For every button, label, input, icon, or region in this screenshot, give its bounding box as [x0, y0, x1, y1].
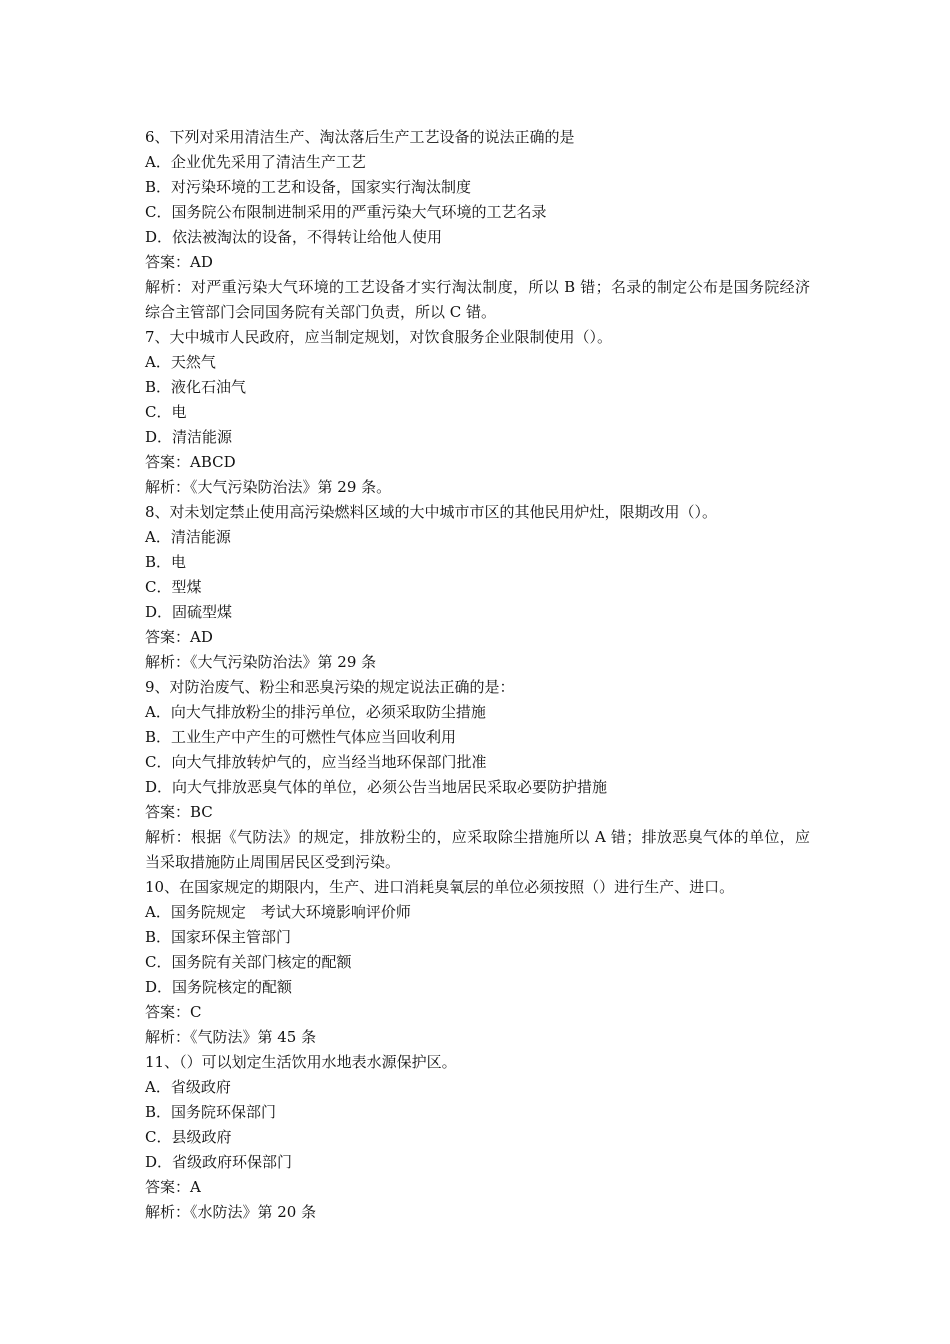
answer-line: 答案：C [145, 1003, 202, 1021]
option-c: C．国务院公布限制进制采用的严重污染大气环境的工艺名录 [145, 203, 547, 221]
document-body [145, 125, 810, 1225]
question-block-6 [145, 125, 810, 325]
analysis-text: 解析：根据《气防法》的规定，排放粉尘的，应采取除尘措施所以 A 错；排放恶臭气体的单位，应当采取措施防止周围居民区受到污染。 [145, 828, 810, 871]
option-b: B．对污染环境的工艺和设备，国家实行淘汰制度 [145, 178, 472, 196]
option-d: D．向大气排放恶臭气体的单位，必须公告当地居民采取必要防护措施 [145, 778, 608, 796]
option-b: B．国家环保主管部门 [145, 928, 292, 946]
option-c: C．县级政府 [145, 1128, 232, 1146]
option-a: A．企业优先采用了清洁生产工艺 [145, 153, 366, 171]
answer-line: 答案：A [145, 1178, 201, 1196]
option-d: D．省级政府环保部门 [145, 1153, 293, 1171]
option-a: A．清洁能源 [145, 528, 231, 546]
option-a: A．向大气排放粉尘的排污单位，必须采取防尘措施 [145, 703, 486, 721]
option-b: B．国务院环保部门 [145, 1103, 277, 1121]
option-d: D．清洁能源 [145, 428, 233, 446]
question-stem: 6、下列对采用清洁生产、淘汰落后生产工艺设备的说法正确的是 [145, 128, 575, 146]
question-stem: 7、大中城市人民政府，应当制定规划，对饮食服务企业限制使用（）。 [145, 328, 613, 346]
answer-line: 答案：ABCD [145, 453, 236, 471]
question-block-7 [145, 325, 810, 500]
option-d: D．固硫型煤 [145, 603, 233, 621]
analysis-text: 解析：《大气污染防治法》第 29 条。 [145, 478, 392, 496]
question-block-11 [145, 1050, 810, 1225]
question-stem: 8、对未划定禁止使用高污染燃料区域的大中城市市区的其他民用炉灶，限期改用（）。 [145, 503, 718, 521]
option-a: A．省级政府 [145, 1078, 231, 1096]
question-stem: 10、在国家规定的期限内，生产、进口消耗臭氧层的单位必须按照（）进行生产、进口。 [145, 878, 735, 896]
option-c: C．向大气排放转炉气的，应当经当地环保部门批准 [145, 753, 487, 771]
option-b: B．工业生产中产生的可燃性气体应当回收利用 [145, 728, 457, 746]
option-d: D．国务院核定的配额 [145, 978, 293, 996]
answer-line: 答案：AD [145, 628, 213, 646]
question-block-8 [145, 500, 810, 675]
option-d: D．依法被淘汰的设备，不得转让给他人使用 [145, 228, 443, 246]
option-c: C．型煤 [145, 578, 202, 596]
analysis-text: 解析：《水防法》第 20 条 [145, 1203, 317, 1221]
answer-line: 答案：AD [145, 253, 213, 271]
option-b: B．电 [145, 553, 187, 571]
question-stem: 11、（）可以划定生活饮用水地表水源保护区。 [145, 1053, 457, 1071]
analysis-text: 解析：对严重污染大气环境的工艺设备才实行淘汰制度，所以 B 错；名录的制定公布是国务院经济综合主管部门会同国务院有关部门负责，所以 C 错。 [145, 278, 810, 321]
analysis-text: 解析：《气防法》第 45 条 [145, 1028, 317, 1046]
question-block-9 [145, 675, 810, 875]
option-a: A．国务院规定 考试大环境影响评价师 [145, 903, 411, 921]
option-c: C．电 [145, 403, 187, 421]
option-c: C．国务院有关部门核定的配额 [145, 953, 352, 971]
analysis-text: 解析：《大气污染防治法》第 29 条 [145, 653, 377, 671]
question-stem: 9、对防治废气、粉尘和恶臭污染的规定说法正确的是： [145, 678, 515, 696]
question-block-10 [145, 875, 810, 1050]
option-a: A．天然气 [145, 353, 216, 371]
option-b: B．液化石油气 [145, 378, 247, 396]
answer-line: 答案：BC [145, 803, 213, 821]
